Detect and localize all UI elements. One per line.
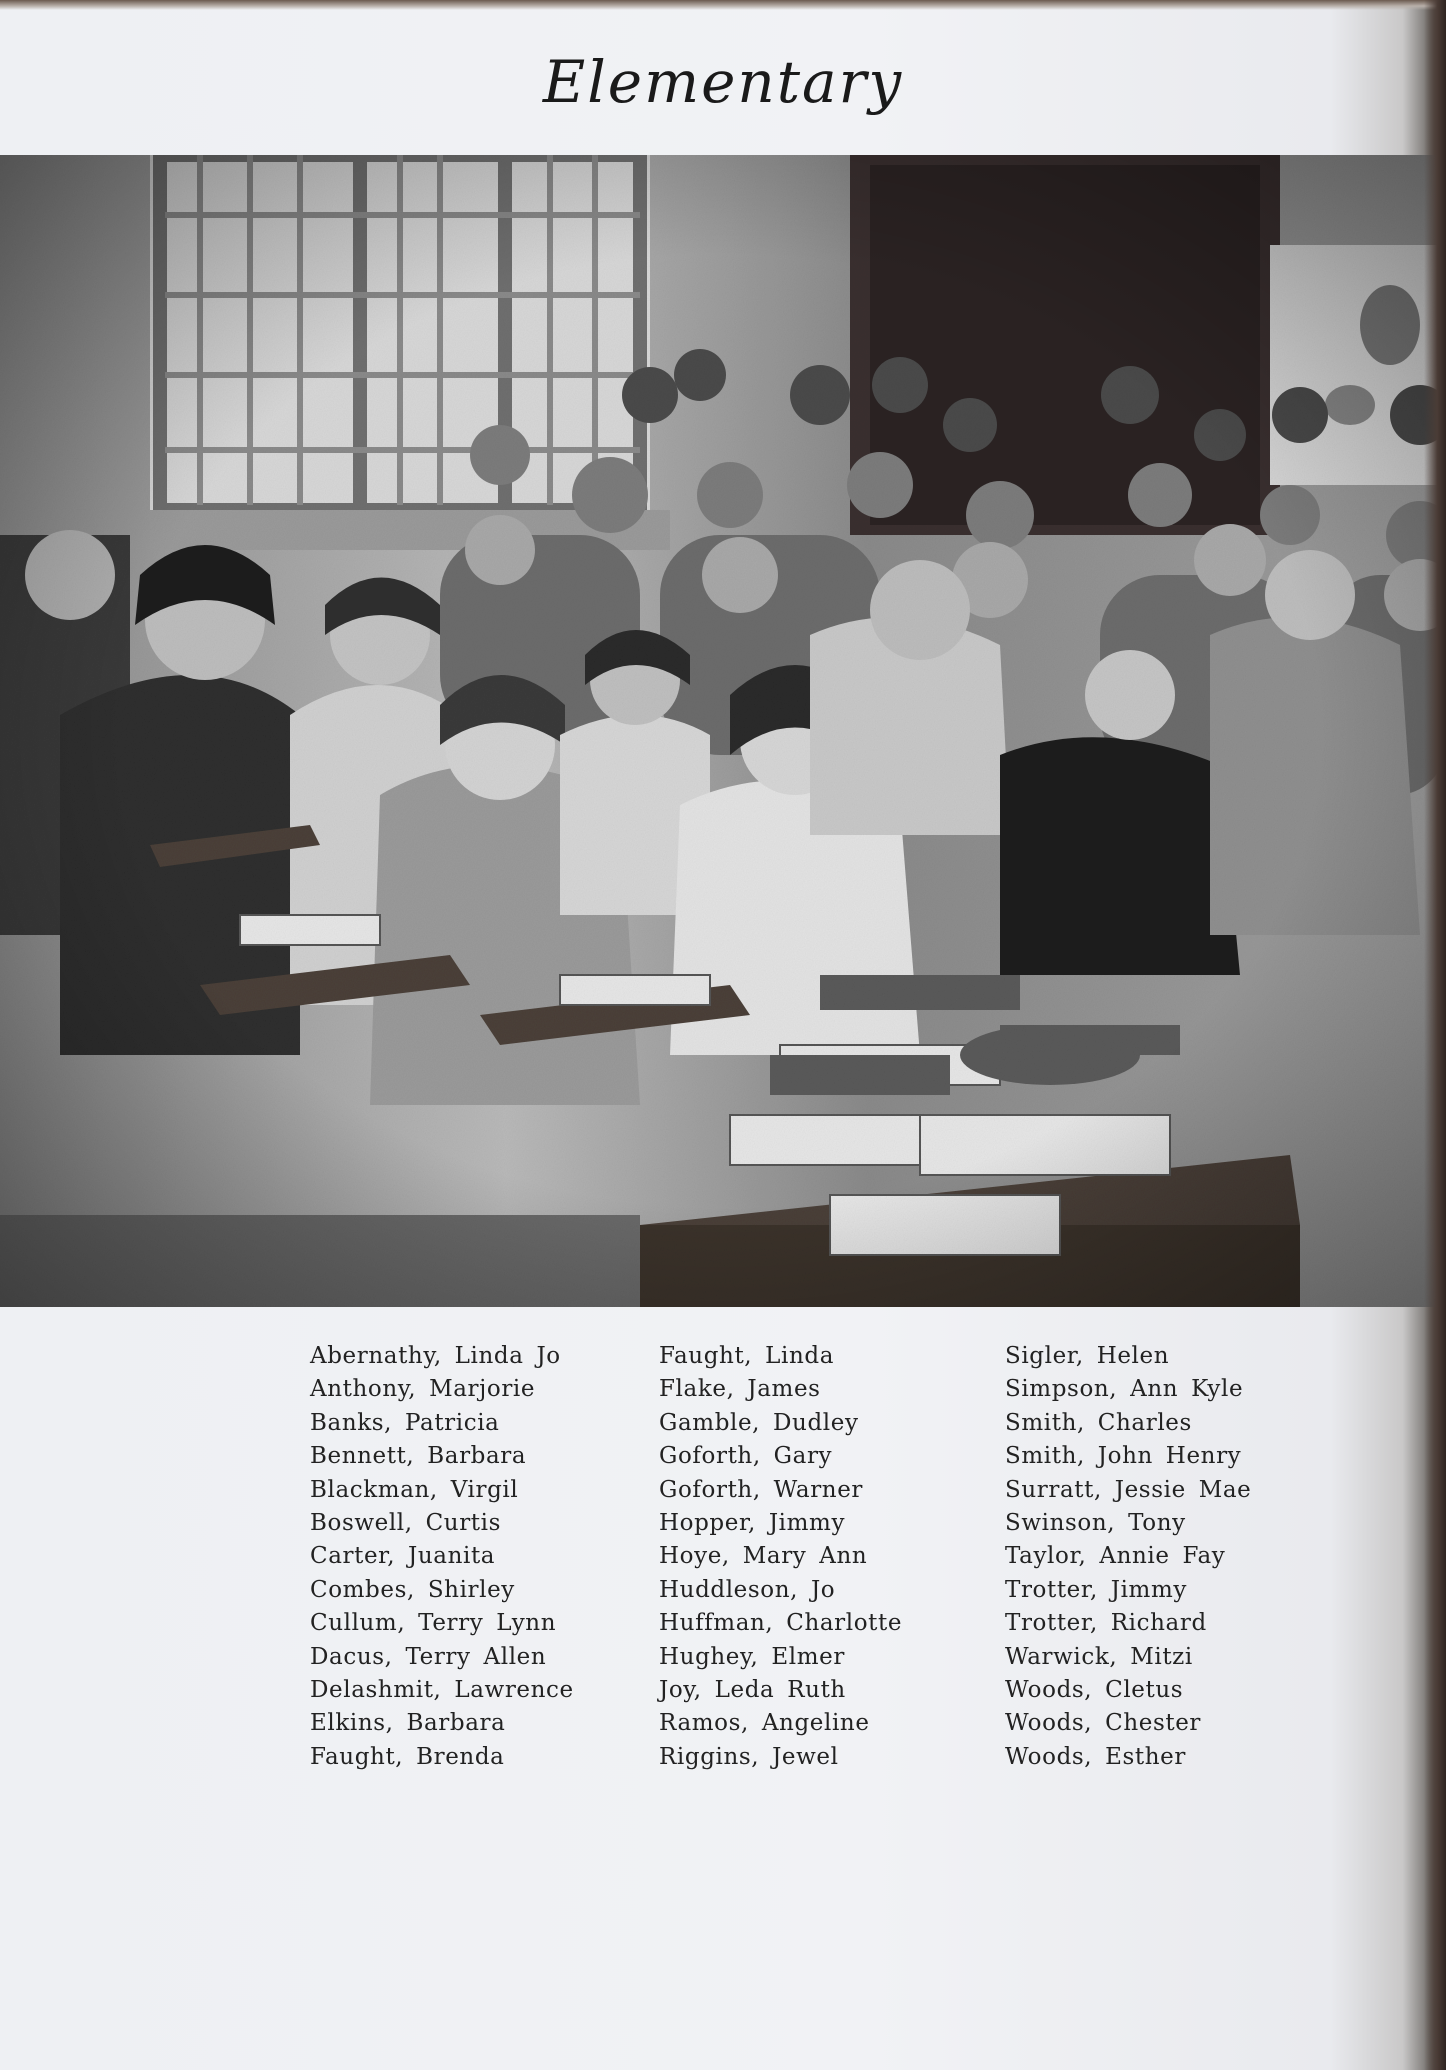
student-name: Smith, John Henry [1005,1443,1242,1470]
roster-column-2 [659,1340,902,1774]
student-name: Delashmit, Lawrence [310,1677,574,1704]
student-name: Blackman, Virgil [310,1476,519,1503]
student-name: Sigler, Helen [1005,1343,1170,1369]
student-name: Trotter, Richard [1005,1610,1207,1637]
student-name: Flake, James [659,1376,821,1403]
student-name: Swinson, Tony [1005,1510,1186,1537]
page-top-edge [0,0,1446,10]
student-name: Dacus, Terry Allen [310,1643,547,1670]
student-name: Joy, Leda Ruth [659,1677,846,1704]
student-name: Surratt, Jessie Mae [1005,1476,1252,1503]
class-photo-icon [0,155,1446,1307]
binding-spine [1424,0,1446,2070]
student-name: Gamble, Dudley [659,1409,859,1436]
student-name: Cullum, Terry Lynn [310,1610,557,1637]
student-name: Goforth, Warner [659,1476,864,1503]
student-name: Simpson, Ann Kyle [1005,1376,1244,1403]
student-name: Smith, Charles [1005,1409,1192,1436]
student-name: Hopper, Jimmy [659,1510,846,1537]
student-name: Abernathy, Linda Jo [310,1343,561,1369]
roster-column-3 [1005,1340,1251,1774]
student-name: Banks, Patricia [310,1409,500,1436]
student-name: Woods, Chester [1005,1710,1201,1737]
student-name: Combes, Shirley [310,1576,515,1603]
student-name: Faught, Brenda [310,1743,505,1770]
student-name: Hoye, Mary Ann [659,1543,868,1570]
student-name: Goforth, Gary [659,1443,833,1470]
roster-column-1 [310,1340,574,1774]
student-name: Carter, Juanita [310,1543,496,1570]
student-name: Ramos, Angeline [659,1710,870,1737]
student-name: Trotter, Jimmy [1005,1576,1187,1603]
student-name: Woods, Cletus [1005,1677,1184,1704]
student-name: Huffman, Charlotte [659,1610,903,1637]
student-name: Bennett, Barbara [310,1443,527,1470]
student-roster [0,1340,1446,1800]
class-photo [0,155,1446,1307]
student-name: Taylor, Annie Fay [1005,1543,1226,1570]
student-name: Faught, Linda [659,1343,835,1369]
student-name: Elkins, Barbara [310,1710,506,1737]
student-name: Hughey, Elmer [659,1643,845,1670]
student-name: Riggins, Jewel [659,1743,839,1770]
student-name: Woods, Esther [1005,1743,1186,1770]
student-name: Warwick, Mitzi [1005,1643,1193,1670]
page-title: Elementary [542,48,904,116]
student-name: Boswell, Curtis [310,1510,501,1537]
student-name: Anthony, Marjorie [310,1376,536,1403]
student-name: Huddleson, Jo [659,1576,836,1603]
